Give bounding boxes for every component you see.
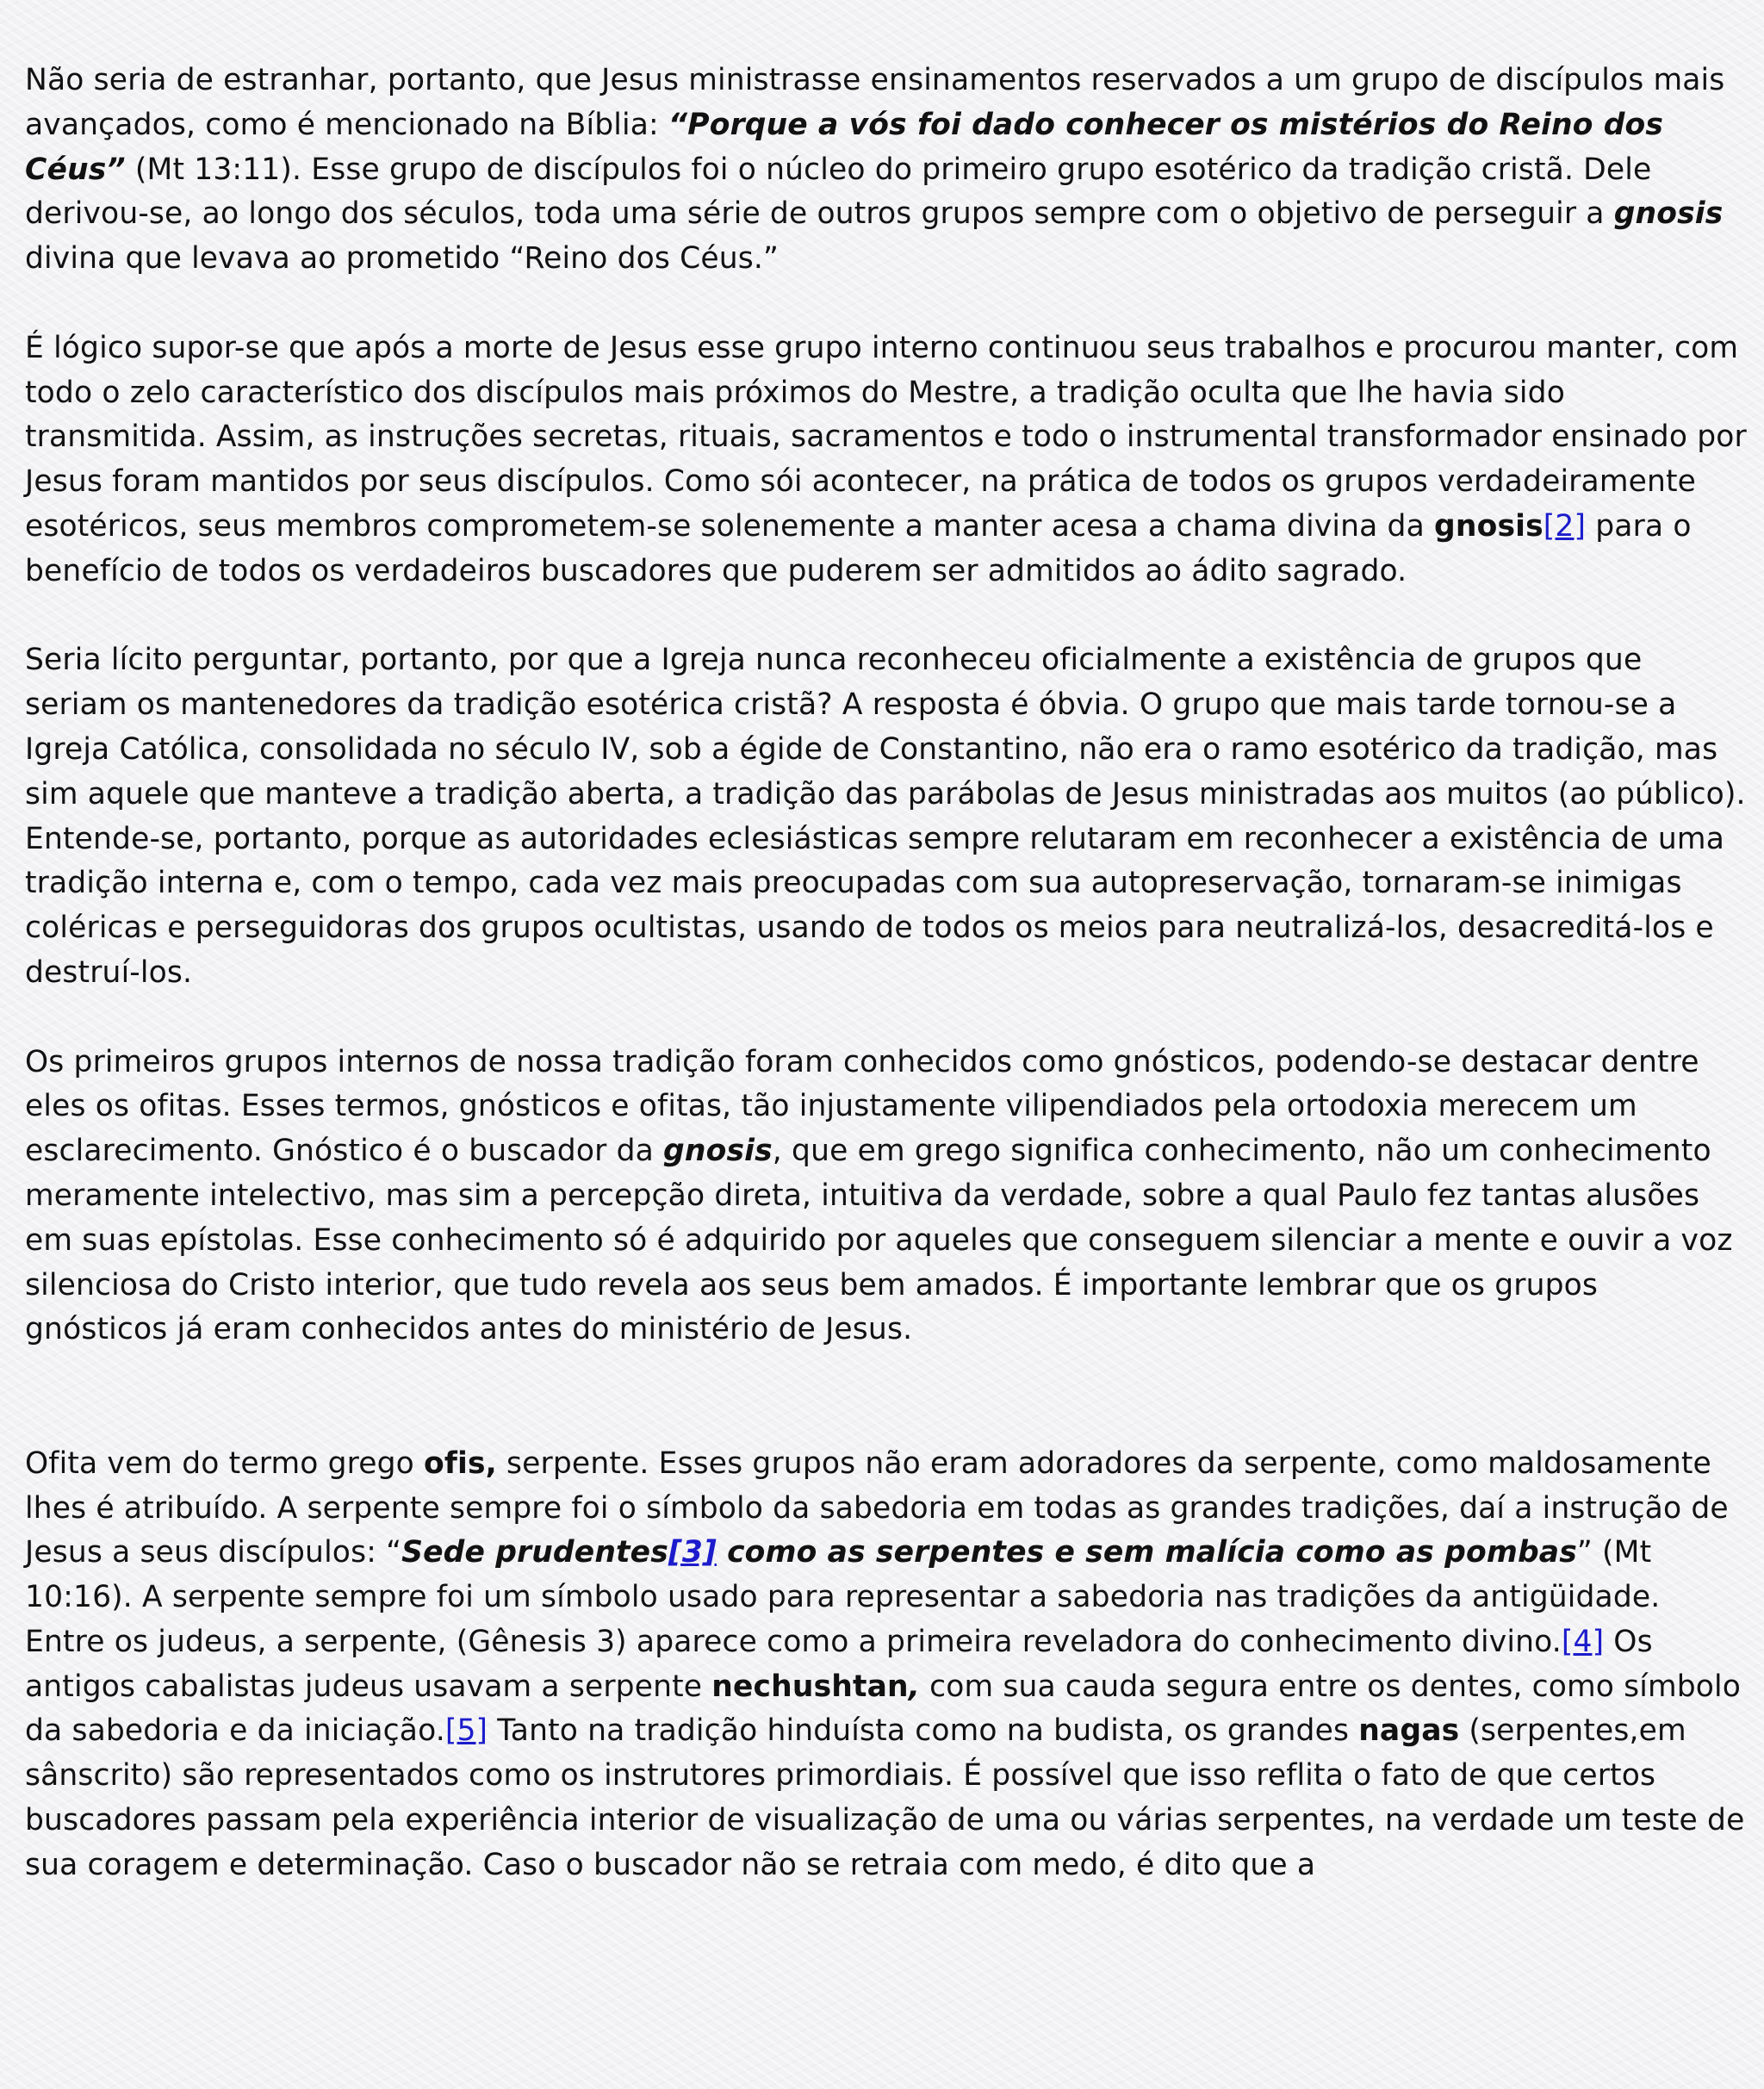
text-run: É lógico supor-se que após a morte de Jesus esse grupo interno continuou seus trabalhos e procurou manter, com todo o zelo característico dos discípulos mais próximos do Mestre, a tradição oculta que lhe havia sido transmitida. Assim, as instruções secretas, rituais, sacramentos e todo o instrumental transformador ensinado por Jesus foram mantidos por seus discípulos. Como sói acontecer, na prática de todos os grupos verdadeiramente esotéricos, seus membros comprometem-se solenemente a manter acesa a chama divina da bbox=[25, 330, 1747, 544]
paragraph-2 bbox=[25, 326, 1748, 594]
emphasized-text: Sede prudentes bbox=[401, 1535, 668, 1570]
paragraph-spacer bbox=[25, 594, 1748, 639]
paragraph-spacer bbox=[25, 1352, 1748, 1442]
text-run: com sua cauda segura entre os dentes, como símbolo da sabedoria e da iniciação. bbox=[25, 1669, 1742, 1749]
footnote-link-5[interactable]: [5] bbox=[444, 1713, 488, 1749]
emphasized-text: “Porque a vós foi dado conhecer os mistérios do Reino dos Céus” bbox=[25, 107, 1664, 187]
text-run: Não seria de estranhar, portanto, que Jesus ministrasse ensinamentos reservados a um grupo de discípulos mais avançados, como é mencionado na Bíblia: bbox=[25, 63, 1725, 142]
emphasized-text: gnosis bbox=[663, 1134, 773, 1169]
footnote-link-4[interactable]: [4] bbox=[1561, 1624, 1605, 1659]
emphasized-text: como as serpentes e sem malícia como as pombas bbox=[716, 1535, 1577, 1570]
text-run: Os antigos cabalistas judeus usavam a serpente bbox=[25, 1624, 1653, 1704]
text-run: Ofita vem do termo grego bbox=[25, 1446, 424, 1481]
emphasized-text: nagas bbox=[1358, 1713, 1460, 1749]
paragraph-3 bbox=[25, 638, 1748, 995]
paragraph-4 bbox=[25, 1041, 1748, 1353]
text-run: Tanto na tradição hinduísta como na budista, os grandes bbox=[488, 1713, 1359, 1749]
text-run: divina que levava ao prometido “Reino dos Céus.” bbox=[25, 241, 780, 277]
text-run: serpente. Esses grupos não eram adoradores da serpente, como maldosamente lhes é atribuído. A serpente sempre foi o símbolo da sabedoria em todas as grandes tradições, daí a instrução de Jesus a seus discípulos: “ bbox=[25, 1446, 1729, 1570]
paragraph-5 bbox=[25, 1442, 1748, 1888]
footnote-link-3[interactable]: [3] bbox=[668, 1535, 717, 1570]
text-run: , que em grego significa conhecimento, não um conhecimento meramente intelectivo, mas sim a percepção direta, intuitiva da verdade, sobre a qual Paulo fez tantas alusões em suas epístolas. Esse conhecimento só é adquirido por aqueles que conseguem silenciar a mente e ouvir a voz silenciosa do Cristo interior, que tudo revela aos seus bem amados. É importante lembrar que os grupos gnósticos já eram conhecidos antes do ministério de Jesus. bbox=[25, 1134, 1733, 1347]
paragraph-1 bbox=[25, 59, 1748, 282]
document-body bbox=[25, 59, 1748, 1888]
text-run: ” (Mt 10:16). A serpente sempre foi um símbolo usado para representar a sabedoria nas tradições da antigüidade. Entre os judeus, a serpente, (Gênesis 3) aparece como a primeira reveladora do conhecimento divino. bbox=[25, 1535, 1661, 1659]
text-run: (serpentes,em sânscrito) são representados como os instrutores primordiais. É possível que isso reflita o fato de que certos buscadores passam pela experiência interior de visualização de uma ou várias serpentes, na verdade um teste de sua coragem e determinação. Caso o buscador não se retraia com medo, é dito que a bbox=[25, 1713, 1745, 1882]
emphasized-text: nechushtan bbox=[711, 1669, 909, 1704]
paragraph-spacer bbox=[25, 282, 1748, 326]
text-run: para o benefício de todos os verdadeiros buscadores que puderem ser admitidos ao ádito sagrado. bbox=[25, 508, 1692, 588]
paragraph-spacer bbox=[25, 996, 1748, 1041]
emphasized-text: gnosis bbox=[1613, 196, 1724, 232]
emphasized-text: ofis, bbox=[424, 1446, 497, 1481]
emphasized-text: gnosis bbox=[1434, 508, 1544, 544]
emphasized-text: , bbox=[908, 1669, 921, 1704]
text-run: Seria lícito perguntar, portanto, por que a Igreja nunca reconheceu oficialmente a existência de grupos que seriam os mantenedores da tradição esotérica cristã? A resposta é óbvia. O grupo que mais tarde tornou-se a Igreja Católica, consolidada no século IV, sob a égide de Constantino, não era o ramo esotérico da tradição, mas sim aquele que manteve a tradição aberta, a tradição das parábolas de Jesus ministradas aos muitos (ao público). Entende-se, portanto, porque as autoridades eclesiásticas sempre relutaram em reconhecer a existência de uma tradição interna e, com o tempo, cada vez mais preocupadas com sua autopreservação, tornaram-se inimigas coléricas e perseguidoras dos grupos ocultistas, usando de todos os meios para neutralizá-los, desacreditá-los e destruí-los. bbox=[25, 643, 1746, 990]
footnote-link-2[interactable]: [2] bbox=[1543, 508, 1587, 544]
text-run: Os primeiros grupos internos de nossa tradição foram conhecidos como gnósticos, podendo-se destacar dentre eles os ofitas. Esses termos, gnósticos e ofitas, tão injustamente vilipendiados pela ortodoxia merecem um esclarecimento. Gnóstico é o buscador da bbox=[25, 1044, 1699, 1169]
text-run: (Mt 13:11). Esse grupo de discípulos foi o núcleo do primeiro grupo esotérico da tradição cristã. Dele derivou-se, ao longo dos séculos, toda uma série de outros grupos sempre com o objetivo de perseguir a bbox=[25, 152, 1652, 232]
